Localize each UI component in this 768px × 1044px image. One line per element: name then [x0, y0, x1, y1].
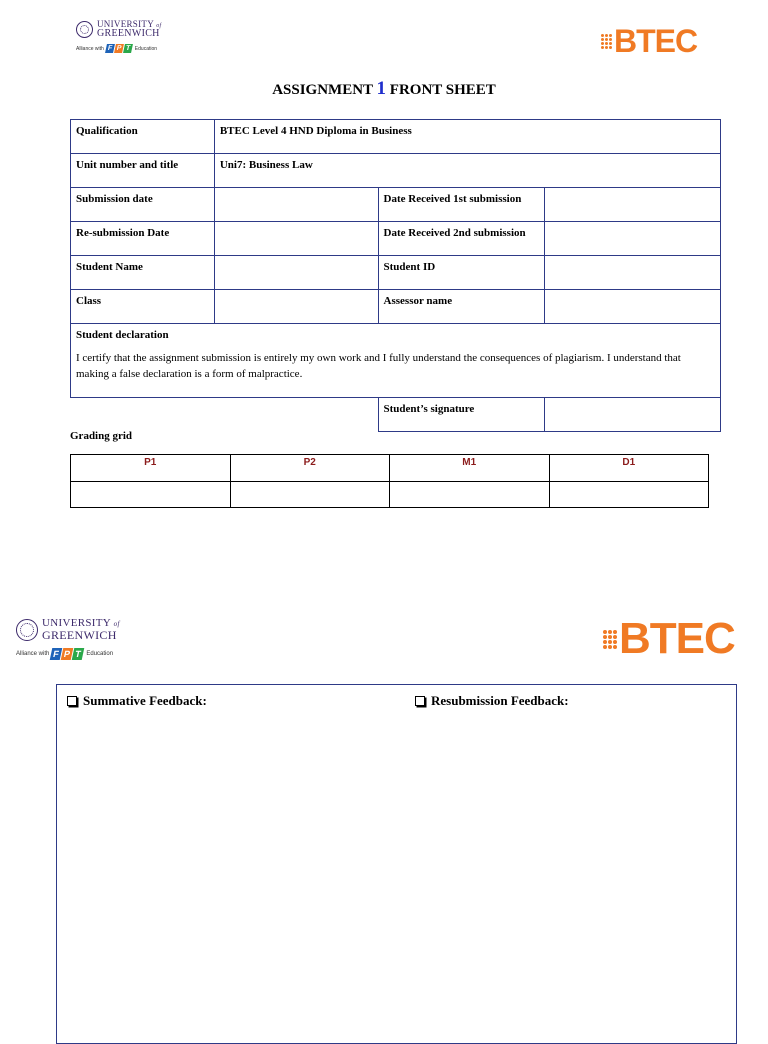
student-name-field[interactable]: [214, 256, 378, 290]
qualification-label: Qualification: [71, 120, 215, 154]
declaration-text: I certify that the assignment submission is entirely my own work and I fully understand the consequences of plagiarism. I understand that making a false declaration is a form of malpractice.: [76, 352, 681, 380]
signature-label: Student’s signature: [378, 398, 545, 432]
grade-header-d1: D1: [549, 455, 709, 482]
alliance-prefix: Alliance with: [16, 651, 50, 657]
btec-logo-bottom: [603, 616, 735, 662]
student-id-label: Student ID: [378, 256, 545, 290]
grade-cell-p2[interactable]: [230, 482, 390, 508]
page-title: [0, 78, 768, 100]
unit-label: Unit number and title: [71, 154, 215, 188]
fpt-letter-p: P: [115, 45, 122, 52]
resubmission-feedback-label: Resubmission Feedback:: [431, 693, 569, 708]
btec-wordmark: BTEC: [614, 23, 698, 59]
fpt-letter-t: T: [123, 44, 133, 53]
submission-date-field[interactable]: [214, 188, 378, 222]
university-of: of: [113, 620, 120, 628]
date-received-1-label: Date Received 1st submission: [378, 188, 545, 222]
class-label: Class: [71, 290, 215, 324]
alliance-suffix: Education: [86, 651, 114, 657]
date-received-2-label: Date Received 2nd submission: [378, 222, 545, 256]
btec-wordmark: BTEC: [619, 614, 735, 663]
fpt-letter-f: F: [105, 44, 115, 53]
assessor-label: Assessor name: [378, 290, 545, 324]
fpt-logo: [51, 648, 84, 660]
title-prefix: ASSIGNMENT: [272, 82, 373, 98]
resubmission-checkbox-icon[interactable]: [415, 696, 425, 706]
front-sheet-table: [70, 119, 721, 432]
university-logo-top: [76, 20, 162, 53]
grade-header-p2: P2: [230, 455, 390, 482]
fpt-letter-t: T: [72, 648, 85, 660]
university-name-line2: GREENWICH: [42, 628, 117, 642]
date-received-1-field[interactable]: [545, 188, 721, 222]
fpt-letter-p: P: [61, 648, 74, 660]
grading-grid-label: Grading grid: [70, 430, 133, 442]
university-name-line2: GREENWICH: [97, 28, 160, 39]
grade-header-p1: P1: [71, 455, 231, 482]
btec-dots-icon: [601, 34, 612, 49]
btec-dots-icon: [603, 630, 617, 649]
signature-spacer: [71, 398, 379, 432]
declaration-title: Student declaration: [76, 329, 169, 341]
qualification-value: BTEC Level 4 HND Diploma in Business: [214, 120, 720, 154]
resubmission-date-label: Re-submission Date: [71, 222, 215, 256]
alliance-prefix: Alliance with: [76, 45, 104, 52]
university-name-line1: UNIVERSITY: [42, 617, 111, 629]
university-crest-icon: [16, 619, 38, 641]
student-id-field[interactable]: [545, 256, 721, 290]
student-declaration: [71, 324, 721, 398]
summative-checkbox-icon[interactable]: [67, 696, 77, 706]
grade-cell-d1[interactable]: [549, 482, 709, 508]
date-received-2-field[interactable]: [545, 222, 721, 256]
student-name-label: Student Name: [71, 256, 215, 290]
grade-cell-p1[interactable]: [71, 482, 231, 508]
alliance-line: [76, 44, 162, 53]
university-logo-bottom: [16, 618, 120, 660]
class-field[interactable]: [214, 290, 378, 324]
university-of: of: [156, 23, 162, 29]
resubmission-feedback: [415, 693, 569, 709]
feedback-box: [56, 684, 737, 1044]
grading-grid: [70, 454, 709, 508]
summative-feedback-label: Summative Feedback:: [83, 693, 207, 708]
alliance-suffix: Education: [134, 45, 158, 52]
title-number: 1: [376, 78, 387, 99]
grade-header-m1: M1: [390, 455, 550, 482]
unit-value: Uni7: Business Law: [214, 154, 720, 188]
submission-date-label: Submission date: [71, 188, 215, 222]
resubmission-date-field[interactable]: [214, 222, 378, 256]
summative-feedback: [67, 693, 207, 709]
grade-cell-m1[interactable]: [390, 482, 550, 508]
fpt-letter-f: F: [50, 648, 63, 660]
university-name-line1: UNIVERSITY: [97, 19, 154, 29]
fpt-logo: [106, 44, 133, 53]
assessor-field[interactable]: [545, 290, 721, 324]
title-suffix: FRONT SHEET: [389, 82, 496, 98]
university-crest-icon: [76, 21, 93, 38]
signature-field[interactable]: [545, 398, 721, 432]
alliance-line: [16, 648, 120, 660]
btec-logo-top: [601, 24, 697, 58]
